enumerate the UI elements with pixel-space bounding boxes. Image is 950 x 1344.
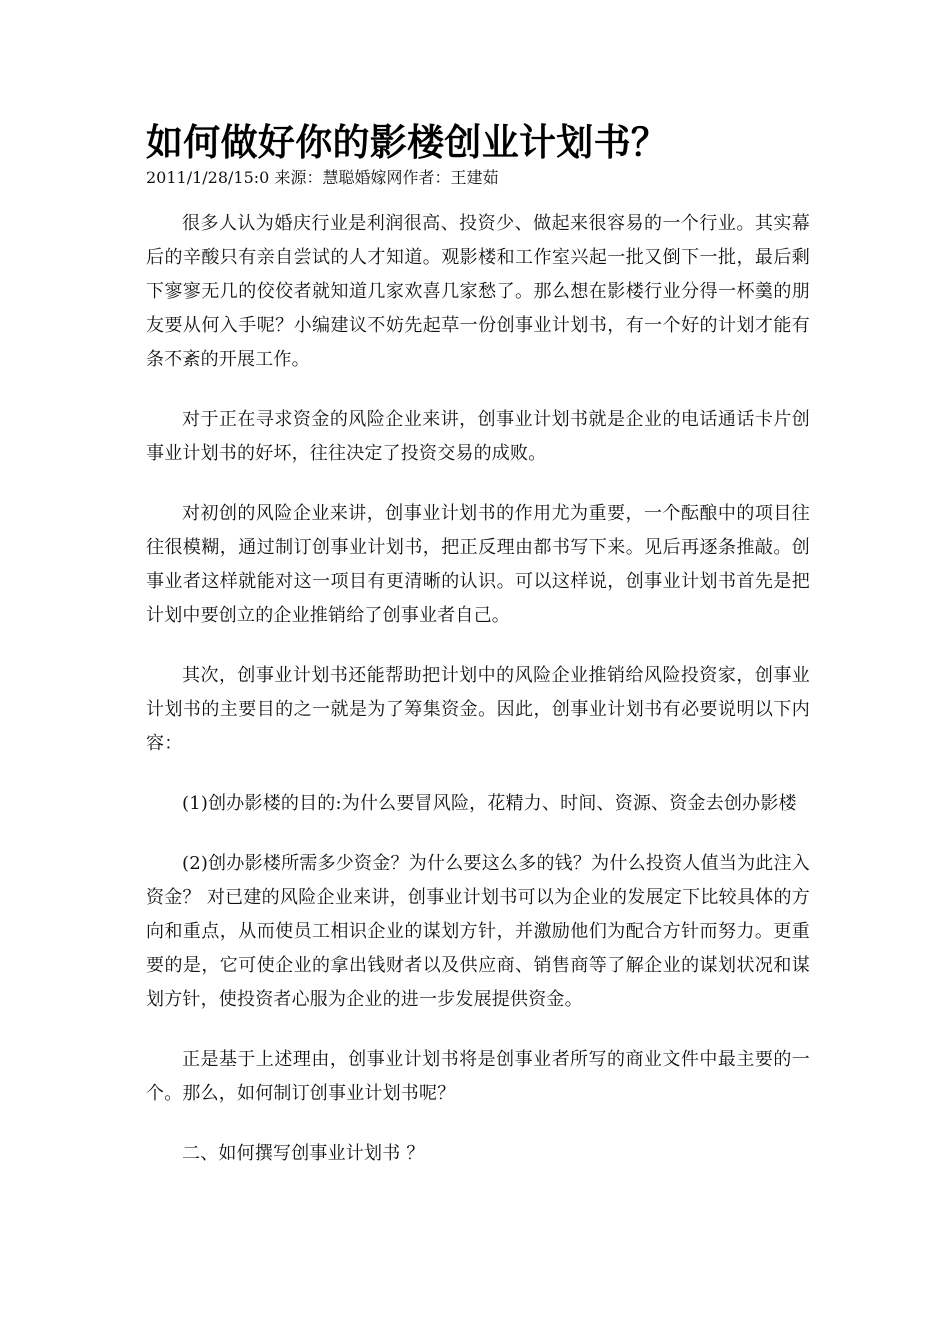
paragraph-3: 对初创的风险企业来讲，创事业计划书的作用尤为重要，一个酝酿中的项目往往很模糊，通过制订创事业计划书，把正反理由都书写下来。见后再逐条推敲。创事业者这样就能对这一项目有更清晰的认识。可以这样说，创事业计划书首先是把计划中要创立的企业推销给了创事业者自己。: [146, 503, 810, 626]
paragraph-7: 正是基于上述理由，创事业计划书将是创事业者所写的商业文件中最主要的一个。那么，如何制订创事业计划书呢？: [146, 1049, 810, 1104]
article-body: [146, 207, 810, 1197]
article-meta: 2011/1/28/15:0 来源：慧聪婚嫁网作者：王建茹: [146, 168, 499, 187]
paragraph-6: (2)创办影楼所需多少资金？为什么要这么多的钱？为什么投资人值当为此注入资金？ 对已建的风险企业来讲，创事业计划书可以为企业的发展定下比较具体的方向和重点，从而使员工相识企业的谋划方针，并激励他们为配合方针而努力。更重要的是，它可使企业的拿出钱财者以及供应商、销售商等了解企业的谋划状况和谋划方针，使投资者心服为企业的进一步发展提供资金。: [146, 853, 810, 1010]
section-heading: 二、如何撰写创事业计划书 ？: [182, 1143, 425, 1164]
paragraph-4: 其次，创事业计划书还能帮助把计划中的风险企业推销给风险投资家，创事业计划书的主要目的之一就是为了筹集资金。因此，创事业计划书有必要说明以下内容：: [146, 665, 810, 754]
paragraph-5: (1)创办影楼的目的:为什么要冒风险，花精力、时间、资源、资金去创办影楼: [182, 793, 797, 814]
page-title: 如何做好你的影楼创业计划书？: [146, 120, 669, 164]
paragraph-2: 对于正在寻求资金的风险企业来讲，创事业计划书就是企业的电话通话卡片创事业计划书的好坏，往往决定了投资交易的成败。: [146, 409, 810, 464]
paragraph-1: 很多人认为婚庆行业是利润很高、投资少、做起来很容易的一个行业。其实幕后的辛酸只有亲自尝试的人才知道。观影楼和工作室兴起一批又倒下一批，最后剩下寥寥无几的佼佼者就知道几家欢喜几家愁了。那么想在影楼行业分得一杯羹的朋友要从何入手呢？小编建议不妨先起草一份创事业计划书，有一个好的计划才能有条不紊的开展工作。: [146, 213, 810, 370]
